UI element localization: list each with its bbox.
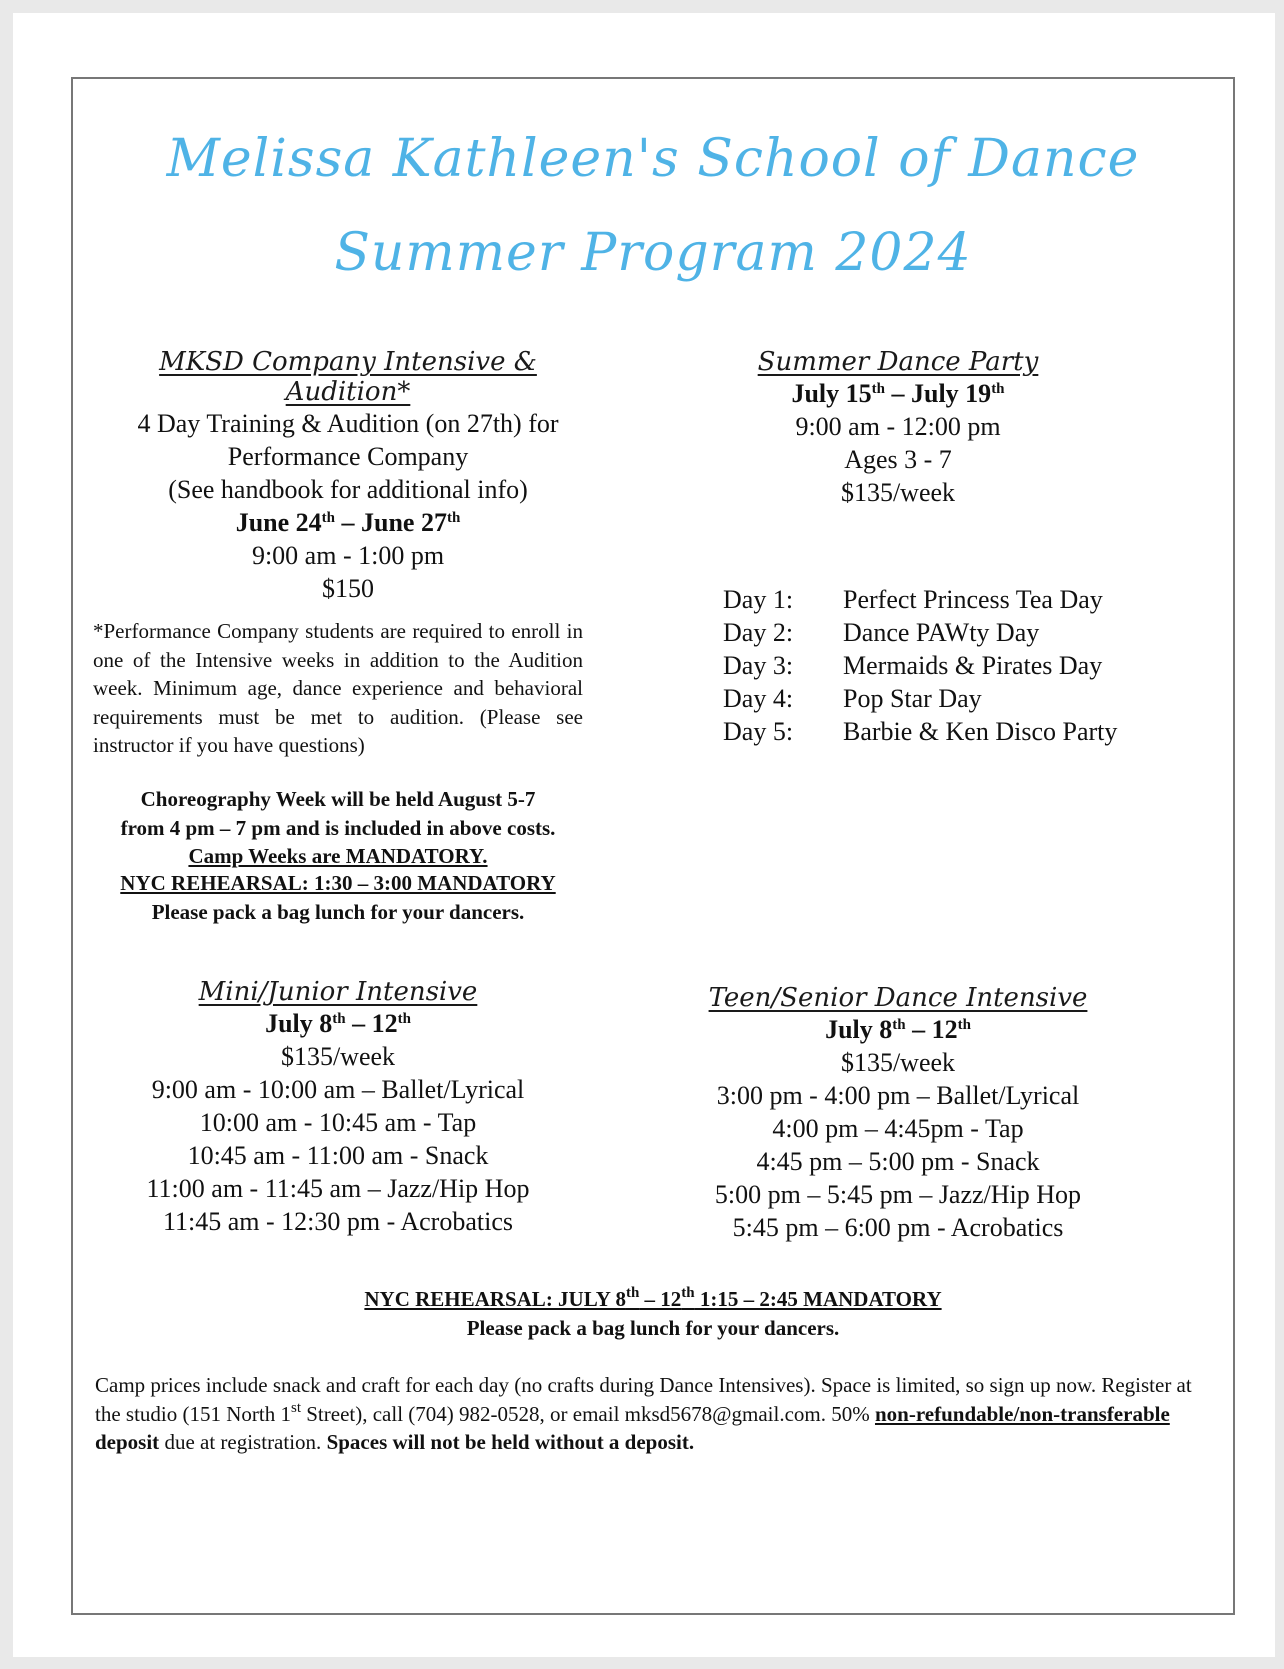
party-ages: Ages 3 - 7: [844, 445, 952, 474]
party-day-row: Day 5: Barbie & Ken Disco Party: [723, 717, 1118, 746]
choreo-line3: Camp Weeks are MANDATORY.: [188, 844, 488, 868]
company-section: [93, 347, 603, 605]
teen-price: $135/week: [840, 1048, 956, 1077]
mini-schedule-item: 11:00 am - 11:45 am – Jazz/Hip Hop: [146, 1174, 530, 1203]
party-day-row: Day 2: Dance PAWty Day: [723, 618, 1040, 647]
teen-schedule-item: 5:00 pm – 5:45 pm – Jazz/Hip Hop: [714, 1180, 1082, 1209]
program-title: Summer Program 2024: [334, 223, 972, 283]
school-title: Melissa Kathleen's School of Dance: [166, 129, 1140, 189]
mini-schedule-item: 9:00 am - 10:00 am – Ballet/Lyrical: [151, 1075, 525, 1104]
party-days-list: [723, 583, 1117, 748]
company-dates: June 24th – June 27th: [235, 508, 461, 537]
mini-schedule-item: 11:45 am - 12:30 pm - Acrobatics: [163, 1207, 513, 1236]
teen-schedule-item: 3:00 pm - 4:00 pm – Ballet/Lyrical: [716, 1081, 1080, 1110]
mini-schedule-item: 10:45 am - 11:00 am - Snack: [187, 1141, 489, 1170]
choreography-notice: [93, 785, 583, 871]
party-time: 9:00 am - 12:00 pm: [795, 412, 1001, 441]
nyc-bottom-notice: [73, 1285, 1233, 1342]
company-time: 9:00 am - 1:00 pm: [251, 541, 445, 570]
non-refundable-text: non-refundable/non-transferable: [874, 1401, 1170, 1426]
mini-dates: July 8th – 12th: [265, 1009, 411, 1038]
teen-schedule-item: 4:45 pm – 5:00 pm - Snack: [756, 1147, 1040, 1176]
page-background: [13, 13, 1275, 1657]
mini-section: [113, 977, 563, 1238]
party-heading: Summer Dance Party: [757, 347, 1039, 377]
party-dates: July 15th – July 19th: [791, 379, 1005, 408]
teen-heading: Teen/Senior Dance Intensive: [708, 983, 1088, 1013]
company-note: *Performance Company students are required to enroll in one of the Intensive weeks in addition to the Audition week. Minimum age, dance experience and behavioral requirements must be met to audition. (Please see instructor if you have questions): [93, 619, 583, 757]
company-heading: MKSD Company Intensive & Audition*: [159, 347, 537, 407]
company-line1: 4 Day Training & Audition (on 27th) for: [137, 409, 559, 438]
company-line2: Performance Company: [227, 442, 469, 471]
choreo-line1: Choreography Week will be held August 5-7: [140, 787, 536, 811]
flyer-frame: [71, 77, 1235, 1615]
choreo-line2: from 4 pm – 7 pm and is included in above costs.: [120, 815, 556, 840]
teen-section: [683, 983, 1113, 1244]
party-day-row: Day 1: Perfect Princess Tea Day: [723, 585, 1103, 614]
company-nyc-line1: NYC REHEARSAL: 1:30 – 3:00 MANDATORY: [120, 871, 556, 895]
party-day-row: Day 4: Pop Star Day: [723, 684, 982, 713]
mini-price: $135/week: [280, 1042, 396, 1071]
party-price: $135/week: [840, 478, 956, 507]
teen-schedule-item: 4:00 pm – 4:45pm - Tap: [772, 1114, 1024, 1143]
teen-dates: July 8th – 12th: [825, 1015, 971, 1044]
party-day-row: Day 3: Mermaids & Pirates Day: [723, 651, 1103, 680]
party-section: [723, 347, 1073, 509]
company-nyc-notice: [93, 869, 583, 926]
nyc-bottom-line1: NYC REHEARSAL: JULY 8th – 12th 1:15 – 2:45 MANDATORY: [364, 1285, 942, 1311]
company-nyc-line2: Please pack a bag lunch for your dancers.: [151, 899, 525, 924]
mini-heading: Mini/Junior Intensive: [198, 977, 478, 1007]
teen-schedule-item: 5:45 pm – 6:00 pm - Acrobatics: [732, 1213, 1064, 1242]
company-price: $150: [322, 574, 374, 603]
company-line3: (See handbook for additional info): [168, 475, 528, 504]
nyc-bottom-line2: Please pack a bag lunch for your dancers.: [466, 1315, 840, 1340]
footer-paragraph: Camp prices include snack and craft for each day (no crafts during Dance Intensives). Space is limited, so sign up now. Register at the studio (151 North 1st Street), call (704) 982-0528, or email mksd5678@gmail.com. 50% non-refundable/non-transferable deposit due at registration. Spaces will not be held without a deposit.: [95, 1373, 1192, 1454]
mini-schedule-item: 10:00 am - 10:45 am - Tap: [199, 1108, 477, 1137]
